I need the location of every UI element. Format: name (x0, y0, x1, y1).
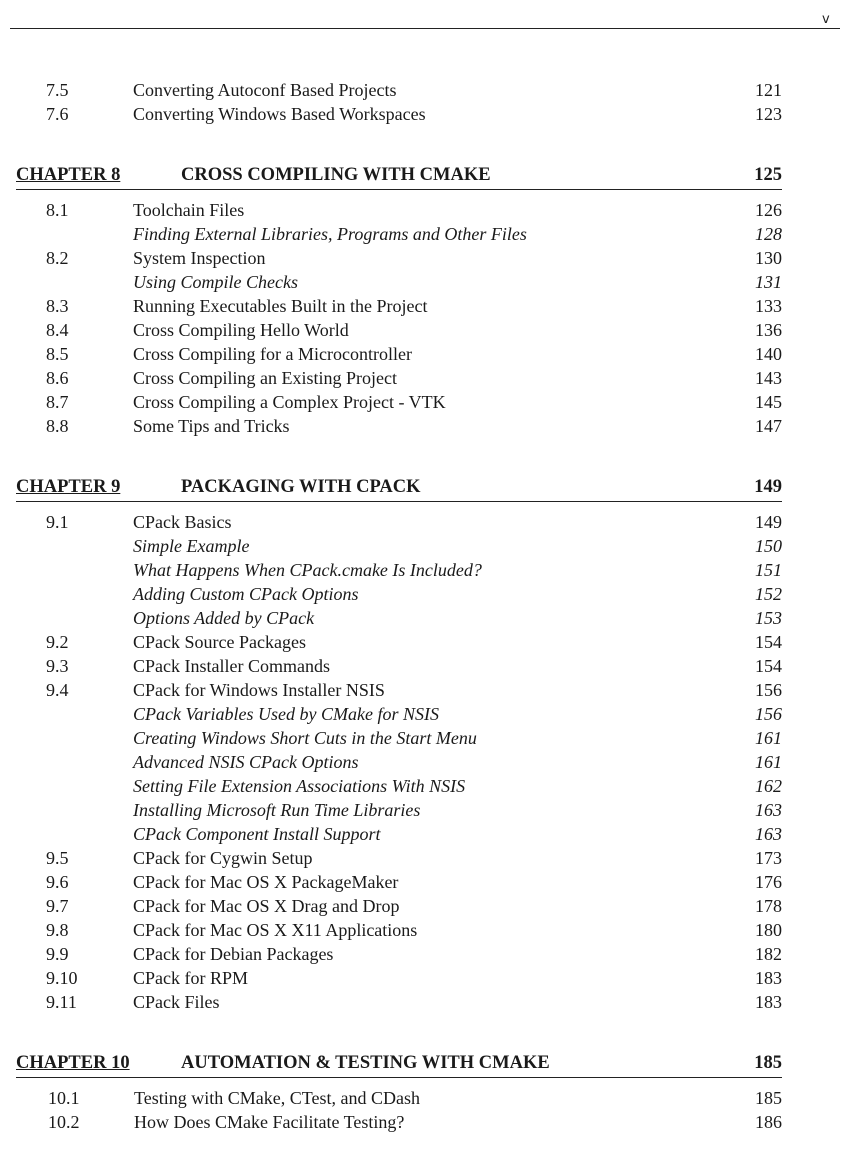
toc-section-entry (0, 990, 850, 1014)
toc-section-entry (0, 318, 850, 342)
section-page: 154 (755, 632, 782, 652)
header-rule (10, 28, 840, 29)
toc-section-entry (0, 342, 850, 366)
section-title: CPack Component Install Support (133, 824, 381, 844)
section-number: 10.2 (48, 1112, 80, 1132)
section-title: CPack Installer Commands (133, 656, 330, 676)
section-title: CPack for Mac OS X PackageMaker (133, 872, 399, 892)
toc-subsection-entry (0, 702, 850, 726)
chapter-page: 125 (754, 165, 782, 185)
section-title: Installing Microsoft Run Time Libraries (133, 800, 421, 820)
section-page: 161 (755, 728, 782, 748)
section-number: 8.8 (46, 416, 69, 436)
section-title: Cross Compiling for a Microcontroller (133, 344, 412, 364)
toc-section-entry (0, 1086, 850, 1110)
section-title: What Happens When CPack.cmake Is Included? (133, 560, 482, 580)
section-title: CPack for Mac OS X Drag and Drop (133, 896, 400, 916)
toc-section-entry (0, 246, 850, 270)
toc-subsection-entry (0, 774, 850, 798)
toc-section-entry (0, 102, 850, 126)
section-title: CPack Files (133, 992, 220, 1012)
chapter-page: 149 (754, 477, 782, 497)
section-page: 147 (755, 416, 782, 436)
section-page: 178 (755, 896, 782, 916)
section-page: 180 (755, 920, 782, 940)
toc-subsection-entry (0, 750, 850, 774)
toc-subsection-entry (0, 582, 850, 606)
toc-section-entry (0, 390, 850, 414)
toc-section-entry (0, 870, 850, 894)
toc-subsection-entry (0, 822, 850, 846)
section-title: System Inspection (133, 248, 266, 268)
section-page: 128 (755, 224, 782, 244)
section-number: 8.2 (46, 248, 69, 268)
section-title: CPack Source Packages (133, 632, 306, 652)
chapter-label: CHAPTER 8 (16, 165, 121, 185)
section-number: 9.8 (46, 920, 69, 940)
section-page: 183 (755, 968, 782, 988)
section-title: Creating Windows Short Cuts in the Start Menu (133, 728, 477, 748)
toc-subsection-entry (0, 606, 850, 630)
section-page: 150 (755, 536, 782, 556)
chapter-label: CHAPTER 10 (16, 1053, 130, 1073)
toc-section-entry (0, 366, 850, 390)
section-number: 8.3 (46, 296, 69, 316)
section-title: Converting Windows Based Workspaces (133, 104, 426, 124)
section-page: 183 (755, 992, 782, 1012)
toc-subsection-entry (0, 534, 850, 558)
page-number: v (822, 12, 830, 27)
toc-subsection-entry (0, 726, 850, 750)
section-number: 8.5 (46, 344, 69, 364)
section-number: 8.7 (46, 392, 69, 412)
section-page: 154 (755, 656, 782, 676)
section-page: 185 (755, 1088, 782, 1108)
toc-section-entry (0, 78, 850, 102)
section-number: 8.6 (46, 368, 69, 388)
section-page: 133 (755, 296, 782, 316)
section-title: CPack Basics (133, 512, 232, 532)
chapter-title: PACKAGING WITH CPACK (181, 477, 421, 497)
section-number: 9.4 (46, 680, 69, 700)
section-page: 145 (755, 392, 782, 412)
section-number: 9.11 (46, 992, 77, 1012)
section-page: 152 (755, 584, 782, 604)
section-page: 130 (755, 248, 782, 268)
section-number: 9.9 (46, 944, 69, 964)
section-page: 151 (755, 560, 782, 580)
section-title: Running Executables Built in the Project (133, 296, 428, 316)
chapter-title: AUTOMATION & TESTING WITH CMAKE (181, 1053, 550, 1073)
chapter-heading (16, 475, 782, 502)
section-title: Options Added by CPack (133, 608, 315, 628)
section-title: Cross Compiling an Existing Project (133, 368, 397, 388)
toc-subsection-entry (0, 222, 850, 246)
section-page: 140 (755, 344, 782, 364)
toc-section-entry (0, 966, 850, 990)
section-page: 156 (755, 704, 782, 724)
section-title: CPack for Windows Installer NSIS (133, 680, 385, 700)
section-title: Converting Autoconf Based Projects (133, 80, 397, 100)
toc-section-entry (0, 942, 850, 966)
section-number: 9.10 (46, 968, 78, 988)
section-page: 153 (755, 608, 782, 628)
chapter-heading (16, 163, 782, 190)
section-number: 9.2 (46, 632, 69, 652)
toc-section-entry (0, 894, 850, 918)
section-title: CPack for Debian Packages (133, 944, 334, 964)
section-title: Adding Custom CPack Options (133, 584, 359, 604)
toc-section-entry (0, 630, 850, 654)
chapter-title: CROSS COMPILING WITH CMAKE (181, 165, 491, 185)
toc-section-entry (0, 654, 850, 678)
toc-section-entry (0, 414, 850, 438)
section-page: 173 (755, 848, 782, 868)
section-page: 156 (755, 680, 782, 700)
section-page: 176 (755, 872, 782, 892)
section-page: 182 (755, 944, 782, 964)
toc-subsection-entry (0, 558, 850, 582)
section-number: 9.1 (46, 512, 69, 532)
section-page: 161 (755, 752, 782, 772)
section-page: 123 (755, 104, 782, 124)
section-number: 9.6 (46, 872, 69, 892)
section-title: CPack for Mac OS X X11 Applications (133, 920, 418, 940)
toc-section-entry (0, 294, 850, 318)
section-number: 7.5 (46, 80, 69, 100)
section-title: Setting File Extension Associations With NSIS (133, 776, 466, 796)
toc-section-entry (0, 510, 850, 534)
section-title: Some Tips and Tricks (133, 416, 290, 436)
chapter-heading (16, 1051, 782, 1078)
toc-section-entry (0, 918, 850, 942)
section-number: 9.7 (46, 896, 69, 916)
section-page: 163 (755, 800, 782, 820)
toc-subsection-entry (0, 270, 850, 294)
section-title: How Does CMake Facilitate Testing? (134, 1112, 405, 1132)
toc-section-entry (0, 678, 850, 702)
chapter-label: CHAPTER 9 (16, 477, 121, 497)
chapter-page: 185 (754, 1053, 782, 1073)
section-title: Simple Example (133, 536, 250, 556)
section-title: Cross Compiling a Complex Project - VTK (133, 392, 446, 412)
toc-subsection-entry (0, 798, 850, 822)
toc-section-entry (0, 1110, 850, 1134)
toc-section-entry (0, 846, 850, 870)
section-page: 162 (755, 776, 782, 796)
section-page: 149 (755, 512, 782, 532)
section-page: 126 (755, 200, 782, 220)
section-number: 8.1 (46, 200, 69, 220)
section-number: 10.1 (48, 1088, 80, 1108)
section-number: 8.4 (46, 320, 69, 340)
toc-section-entry (0, 198, 850, 222)
section-page: 143 (755, 368, 782, 388)
section-title: CPack for Cygwin Setup (133, 848, 313, 868)
section-page: 163 (755, 824, 782, 844)
section-title: Cross Compiling Hello World (133, 320, 349, 340)
section-page: 186 (755, 1112, 782, 1132)
section-page: 136 (755, 320, 782, 340)
section-title: Advanced NSIS CPack Options (133, 752, 359, 772)
section-title: Testing with CMake, CTest, and CDash (134, 1088, 420, 1108)
section-title: Finding External Libraries, Programs and Other Files (133, 224, 527, 244)
section-page: 121 (755, 80, 782, 100)
section-page: 131 (755, 272, 782, 292)
section-number: 7.6 (46, 104, 69, 124)
section-number: 9.3 (46, 656, 69, 676)
section-title: Toolchain Files (133, 200, 245, 220)
section-number: 9.5 (46, 848, 69, 868)
section-title: CPack for RPM (133, 968, 249, 988)
section-title: Using Compile Checks (133, 272, 298, 292)
section-title: CPack Variables Used by CMake for NSIS (133, 704, 439, 724)
